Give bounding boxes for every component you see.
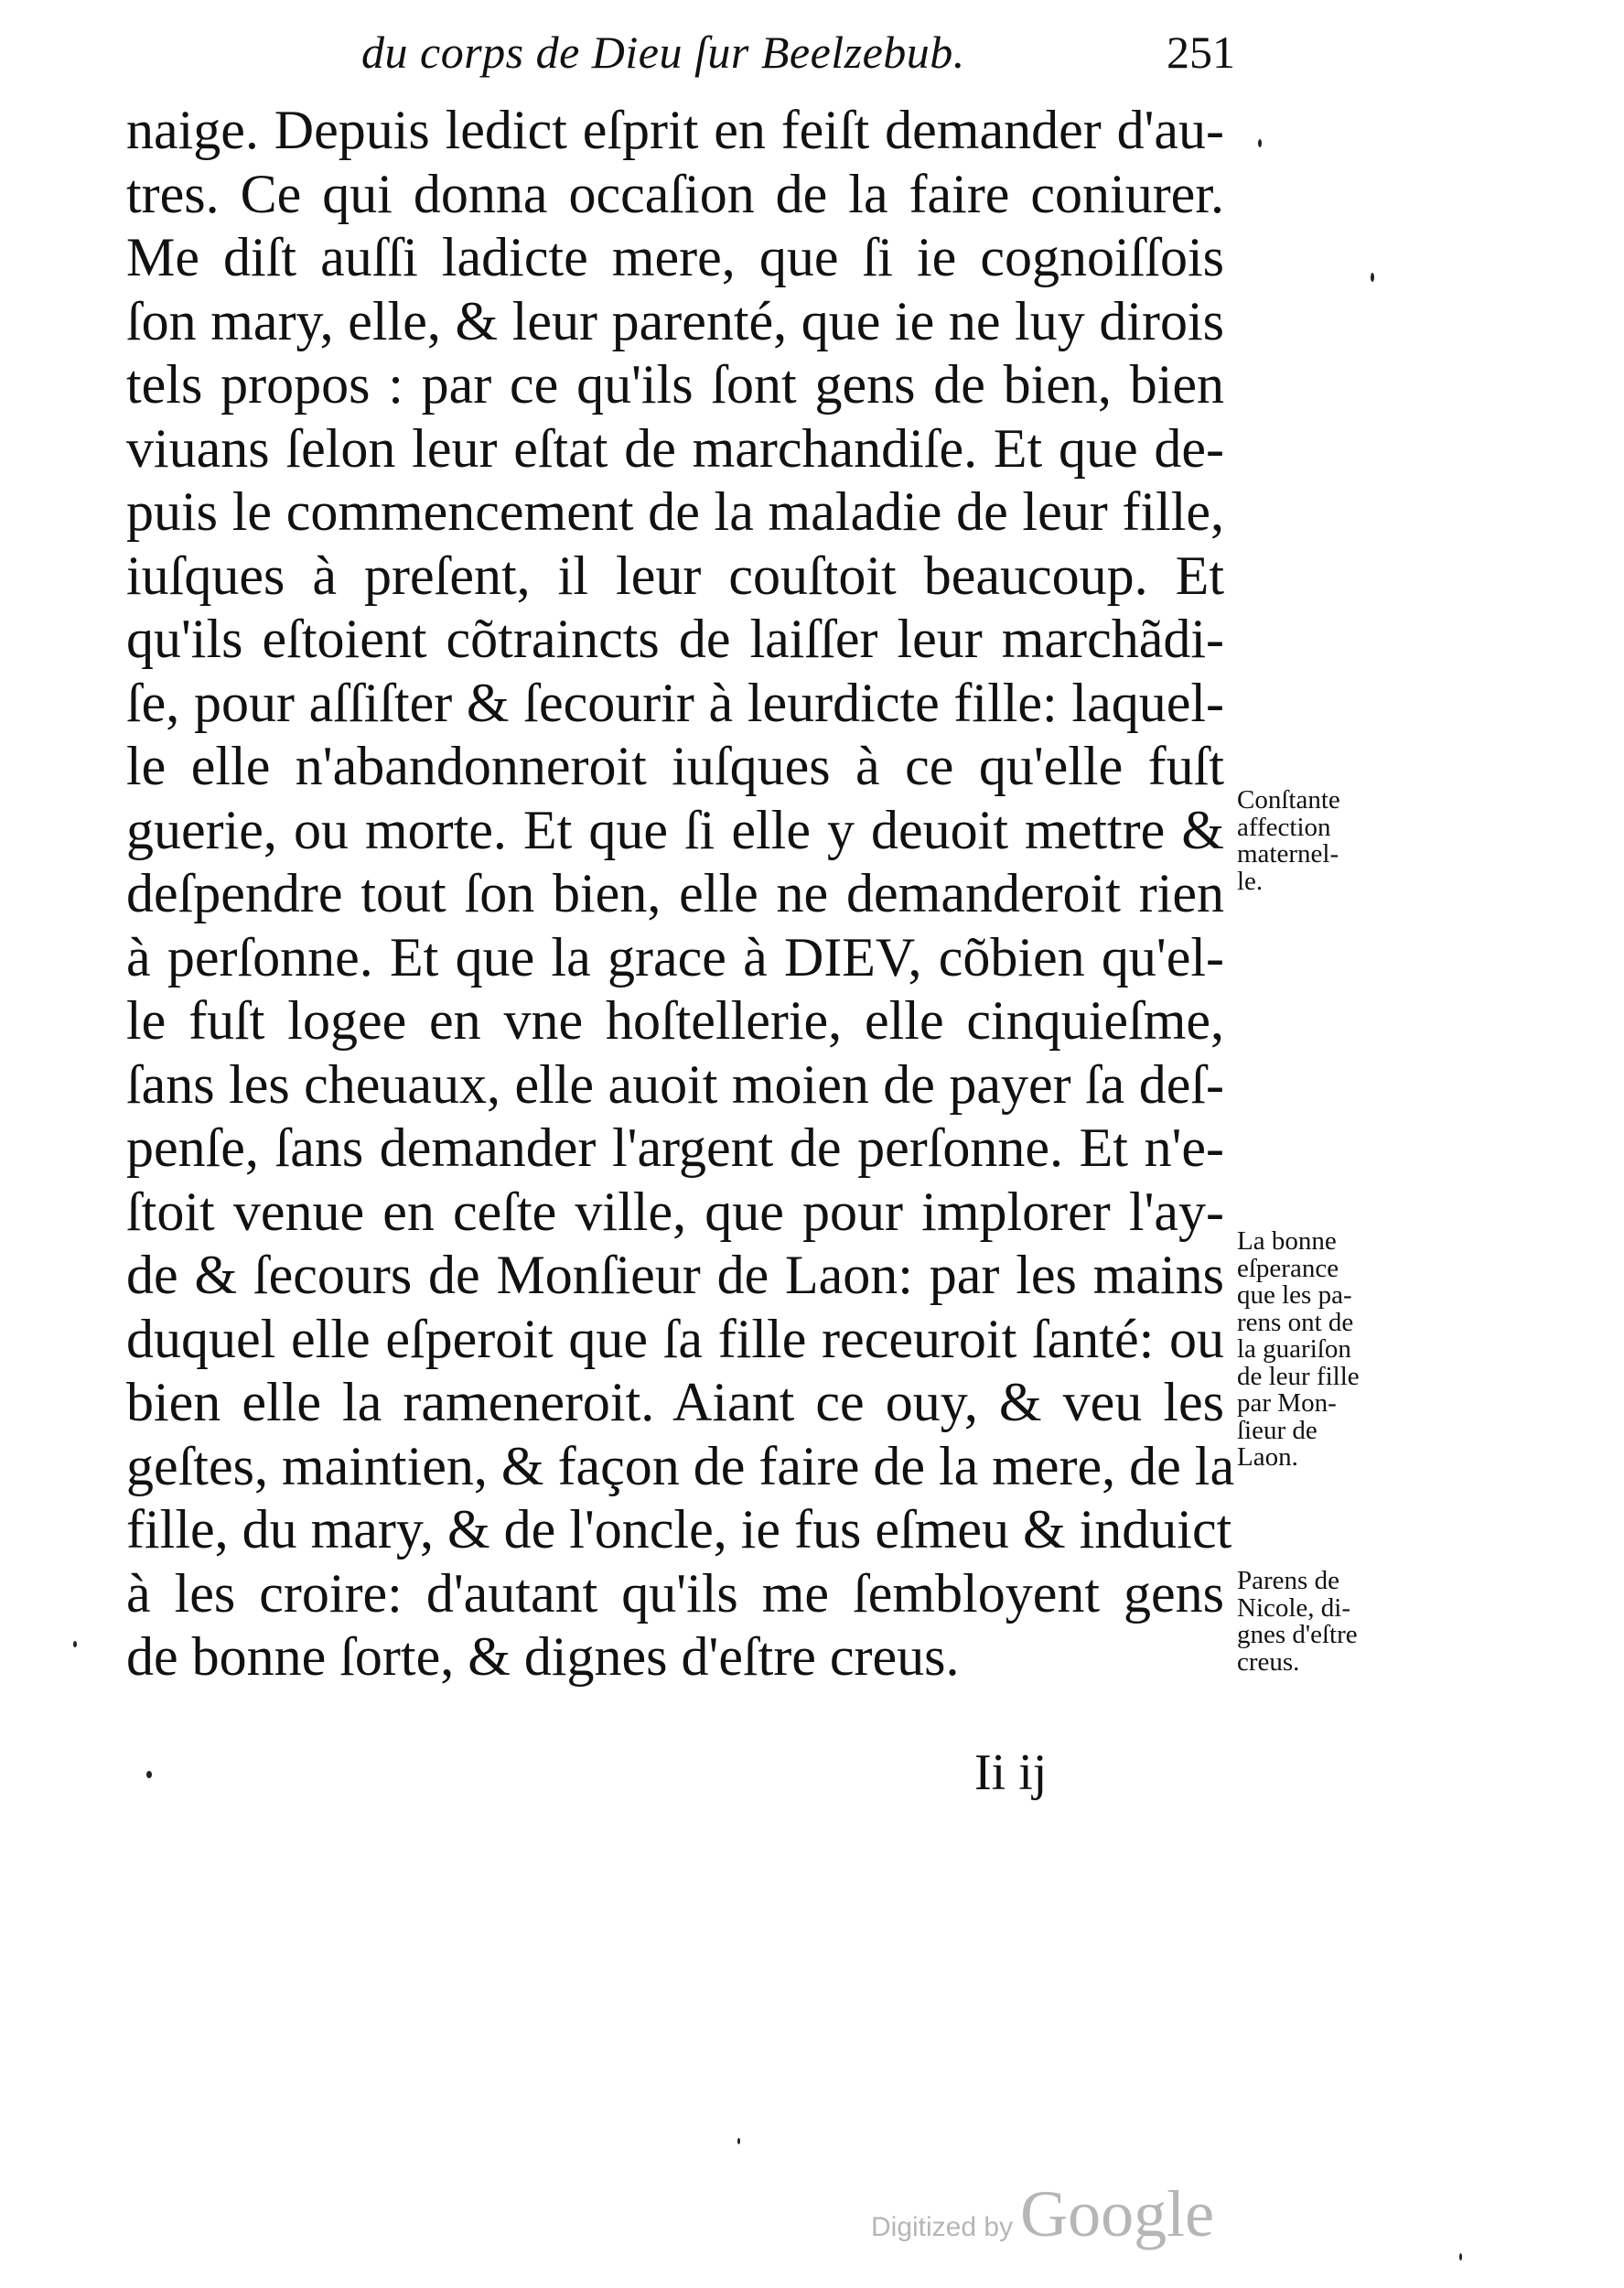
margin-note-line: Nicole, di-	[1237, 1592, 1351, 1623]
text-line: naige. Depuis ledict eſprit en feiſt demander d'au-	[126, 100, 1224, 160]
ink-speck	[146, 1771, 152, 1778]
watermark-brand: Google	[1020, 2177, 1215, 2250]
margin-note-line: ſieur de	[1237, 1415, 1317, 1445]
margin-note	[1237, 787, 1393, 895]
text-line: penſe, ſans demander l'argent de perſonne. Et n'e-	[126, 1117, 1224, 1178]
margin-note-line: par Mon-	[1237, 1388, 1337, 1418]
text-line: viuans ſelon leur eſtat de marchandiſe. Et que de-	[126, 417, 1224, 479]
margin-note-line: gnes d'eſtre	[1237, 1620, 1358, 1649]
text-line: ſans les cheuaux, elle auoit moien de payer ſa deſ-	[126, 1053, 1224, 1115]
text-line: geſtes, maintien, & façon de faire de la mere, de la	[126, 1435, 1235, 1496]
text-line: guerie, ou morte. Et que ſi elle y deuoit mettre &	[126, 799, 1224, 860]
text-line: ſe, pour aſſiſter & ſecourir à leurdicte fille: laquel-	[126, 672, 1224, 733]
text-line: de bonne ſorte, & dignes d'eſtre creus.	[126, 1626, 960, 1687]
margin-note-line: Conſtante	[1237, 785, 1340, 815]
margin-note-line: La bonne	[1237, 1226, 1337, 1256]
digitizer-watermark	[871, 2176, 1214, 2252]
margin-note-line: eſperance	[1237, 1253, 1339, 1283]
margin-note-line: la guariſon	[1237, 1334, 1351, 1364]
text-line: tels propos : par ce qu'ils ſont gens de bien, bien	[126, 354, 1224, 415]
signature-mark: Ii ij	[974, 1744, 1048, 1801]
text-line: puis le commencement de la maladie de leur fille,	[126, 481, 1224, 542]
text-line: tres. Ce qui donna occaſion de la faire coniurer.	[126, 163, 1224, 224]
margin-note-line: que les pa-	[1237, 1280, 1352, 1310]
margin-note	[1237, 1568, 1393, 1676]
text-line: fille, du mary, & de l'oncle, ie fus eſmeu & induict	[126, 1499, 1232, 1560]
main-text-block	[126, 99, 1235, 1689]
ink-speck	[1459, 2253, 1462, 2261]
ink-speck	[737, 2138, 740, 2144]
margin-note-line: le.	[1237, 866, 1264, 896]
watermark-prefix: Digitized by	[871, 2212, 1014, 2242]
text-line: qu'ils eſtoient cõtraincts de laiſſer leur marchãdi-	[126, 609, 1224, 669]
text-line: ſtoit venue en ceſte ville, que pour implorer l'ay-	[126, 1181, 1224, 1242]
text-line: le elle n'abandonneroit iuſques à ce qu'elle fuſt	[126, 736, 1224, 796]
margin-note-line: rens ont de	[1237, 1307, 1354, 1337]
page-number: 251	[1167, 27, 1235, 78]
ink-speck	[1371, 273, 1374, 282]
text-line: bien elle la rameneroit. Aiant ce ouy, & veu les	[126, 1372, 1224, 1432]
running-head: du corps de Dieu ſur Beelzebub.	[361, 27, 965, 78]
ink-speck	[1258, 139, 1262, 147]
ink-speck	[73, 1641, 77, 1647]
margin-note-line: Parens de	[1237, 1566, 1339, 1595]
margin-note	[1237, 1228, 1393, 1472]
margin-note-line: maternel-	[1237, 839, 1339, 869]
text-line: duquel elle eſperoit que ſa fille receuroit ſanté: ou	[126, 1308, 1224, 1369]
margin-note-line: affection	[1237, 812, 1331, 842]
margin-note-line: Laon.	[1237, 1442, 1298, 1472]
text-line: à les croire: d'autant qu'ils me ſembloyent gens	[126, 1562, 1224, 1624]
text-line: de & ſecours de Monſieur de Laon: par les mains	[126, 1245, 1224, 1305]
text-line: à perſonne. Et que la grace à DIEV, cõbien qu'el-	[126, 926, 1224, 988]
text-line: le fuſt logee en vne hoſtellerie, elle cinquieſme,	[126, 990, 1224, 1051]
text-line: Me diſt auſſi ladicte mere, que ſi ie cognoiſſois	[126, 227, 1224, 287]
margin-note-line: creus.	[1237, 1646, 1300, 1677]
text-line: deſpendre tout ſon bien, elle ne demanderoit rien	[126, 863, 1224, 923]
margin-note-line: de leur fille	[1237, 1361, 1360, 1391]
text-line: iuſques à preſent, il leur couſtoit beaucoup. Et	[126, 545, 1224, 606]
text-line: ſon mary, elle, & leur parenté, que ie ne luy dirois	[126, 290, 1224, 351]
